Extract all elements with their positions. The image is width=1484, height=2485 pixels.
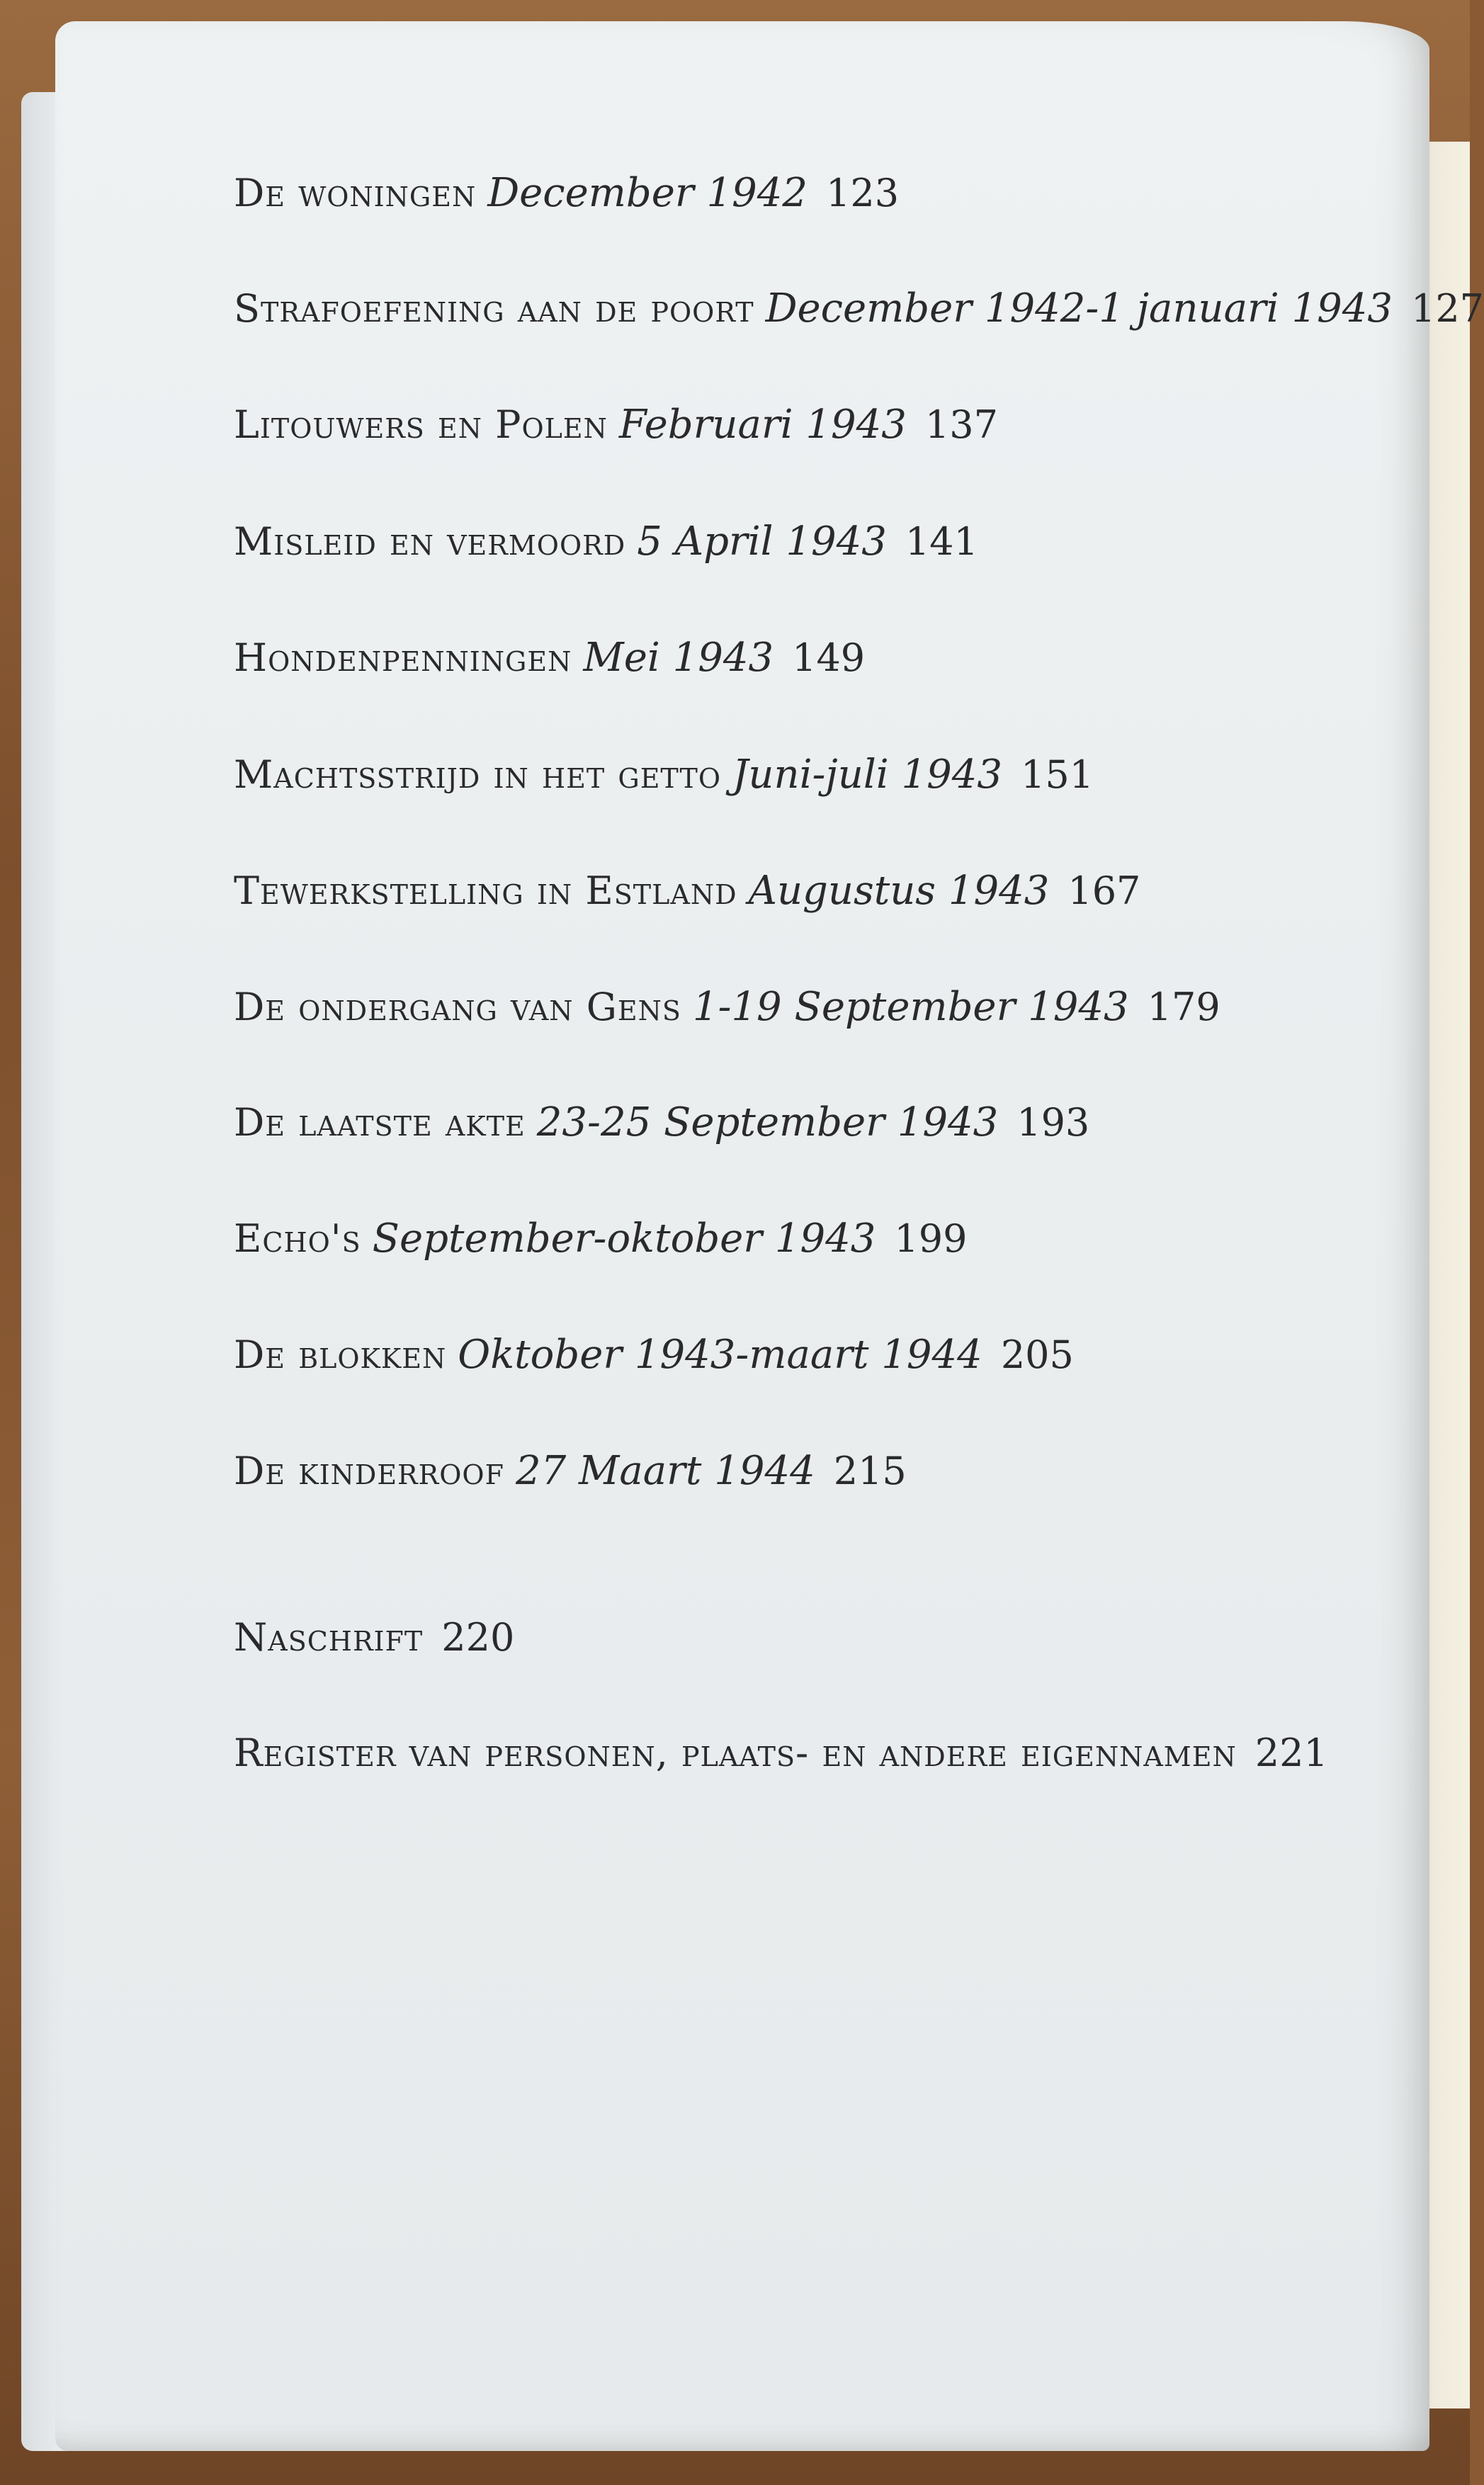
entry-date: 5 April 1943 [637,519,887,565]
toc-entry [234,1332,1074,1378]
toc-entry [234,1448,907,1494]
entry-date: 23-25 September 1943 [536,1099,999,1145]
entry-date: Mei 1943 [583,635,774,681]
entry-page-number: 123 [825,171,900,215]
entry-page-number: 149 [792,635,866,680]
toc-entry [234,170,900,216]
entry-date: September-oktober 1943 [372,1216,876,1262]
entry-date: 1-19 September 1943 [692,984,1129,1030]
entry-page-number: 220 [441,1615,515,1660]
entry-title: Hondenpenningen [234,635,572,680]
toc-entry [234,868,1141,914]
toc-entry [234,402,998,448]
entry-title: De kinderroof [234,1449,504,1493]
toc-entry [234,635,866,681]
entry-page-number: 221 [1254,1731,1328,1775]
entry-title: Strafoefening aan de poort [234,286,754,331]
entry-page-number: 141 [905,519,978,564]
entry-title: De ondergang van Gens [234,985,681,1029]
toc-entry [234,285,1484,332]
toc-entry [234,984,1220,1030]
entry-page-number: 127 [1410,286,1484,331]
toc-appendix-entry [234,1615,515,1660]
entry-title: Machtsstrijd in het getto [234,752,721,797]
entry-date: December 1942 [487,170,808,216]
toc-appendix-entry [234,1731,1328,1775]
toc-entry [234,1216,968,1262]
entry-date: December 1942-1 januari 1943 [765,285,1393,332]
entry-page-number: 137 [924,402,998,447]
entry-title: De blokken [234,1332,447,1377]
entry-page-number: 199 [894,1216,968,1261]
entry-date: Juni-juli 1943 [732,752,1002,798]
entry-date: Augustus 1943 [748,868,1050,914]
entry-page-number: 215 [833,1449,907,1493]
entry-page-number: 151 [1020,752,1094,797]
entry-title: De woningen [234,171,477,215]
entry-title: Misleid en vermoord [234,519,626,564]
entry-title: Register van personen, plaats- en andere eigennamen [234,1731,1237,1775]
entry-date: Februari 1943 [618,402,907,448]
entry-page-number: 205 [1000,1332,1074,1377]
entry-title: Litouwers en Polen [234,402,608,447]
entry-date: Oktober 1943-maart 1944 [458,1332,982,1378]
entry-title: Echo's [234,1216,361,1261]
entry-title: De laatste akte [234,1100,526,1145]
toc-entry [234,1099,1090,1145]
entry-date: 27 Maart 1944 [515,1448,815,1494]
entry-title: Naschrift [234,1615,424,1660]
entry-title: Tewerkstelling in Estland [234,868,737,913]
entry-page-number: 167 [1067,868,1141,913]
entry-page-number: 193 [1016,1100,1090,1145]
entry-page-number: 179 [1147,985,1220,1029]
toc-entry [234,752,1094,798]
toc-entry [234,519,978,565]
